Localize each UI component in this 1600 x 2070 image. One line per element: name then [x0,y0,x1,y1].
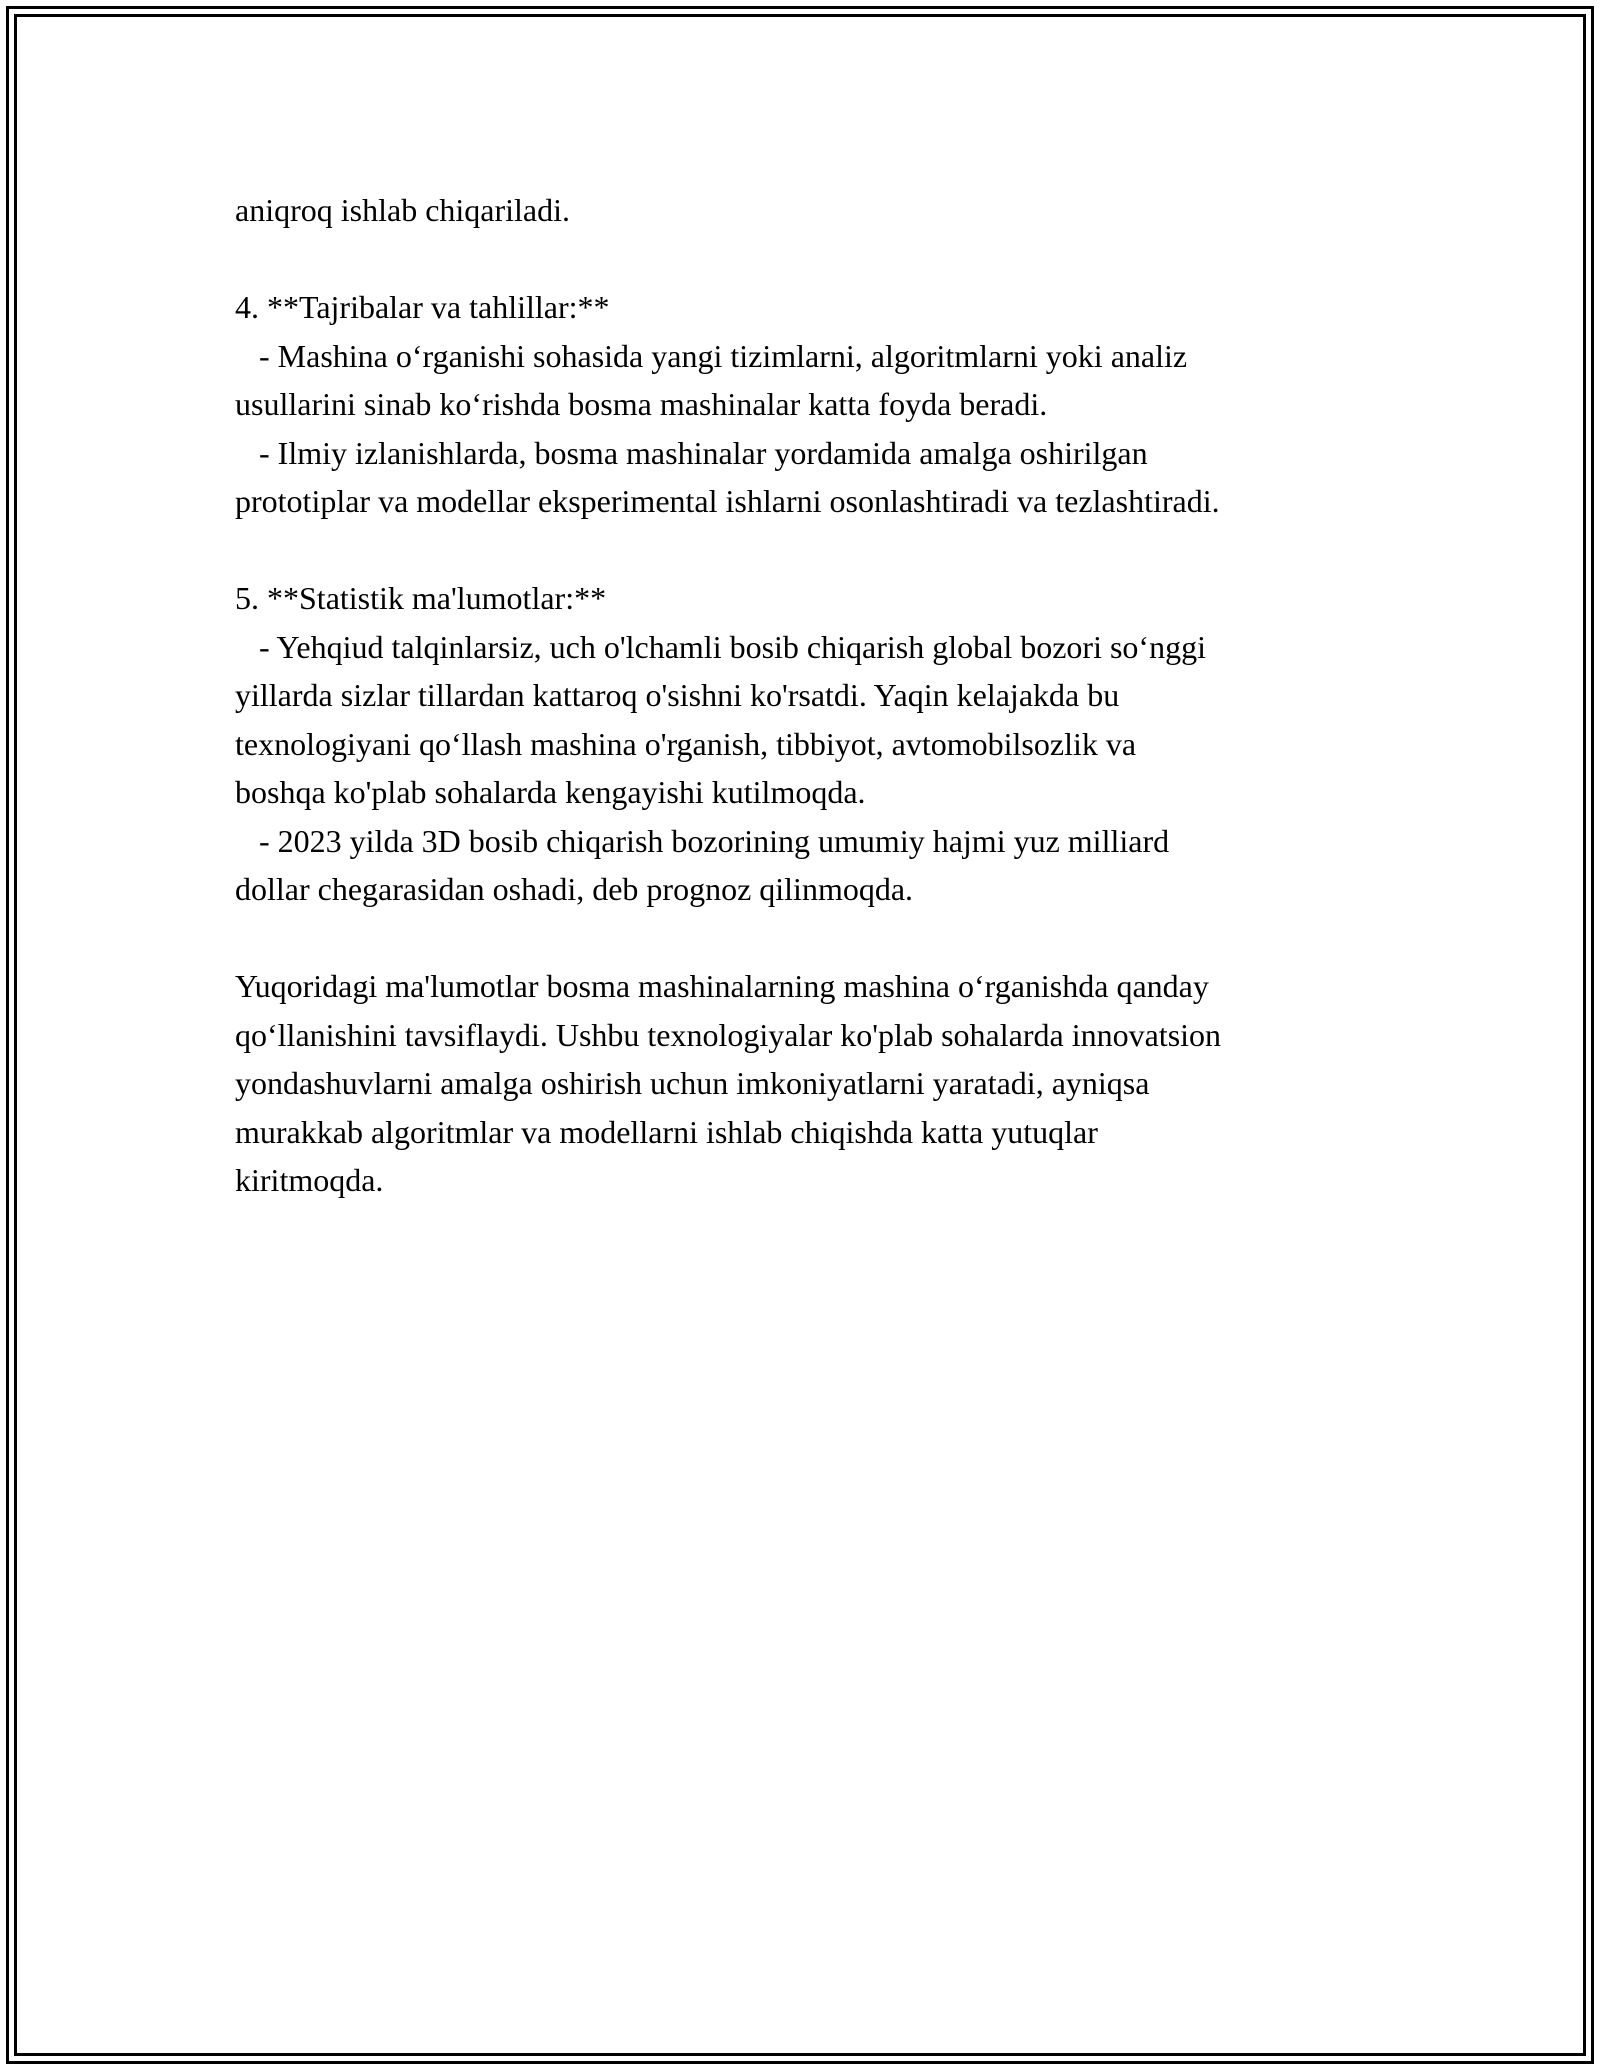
text-line: - Yehqiud talqinlarsiz, uch o'lchamli bosib chiqarish global bozori soʻnggi [235,628,1206,665]
text-line: yillarda sizlar tillardan kattaroq o'sishni ko'rsatdi. Yaqin kelajakda bu [235,677,1120,713]
text-line: aniqroq ishlab chiqariladi. [235,192,571,228]
text-line: qoʻllanishini tavsiflaydi. Ushbu texnologiyalar ko'plab sohalarda innovatsion [235,1016,1222,1053]
text-line: - 2023 yilda 3D bosib chiqarish bozorining umumiy hajmi yuz milliard [235,822,1170,859]
text-line: murakkab algoritmlar va modellarni ishlab chiqishda katta yutuqlar [235,1113,1098,1150]
text-line: usullarini sinab koʻrishda bosma mashinalar katta foyda beradi. [235,386,1048,422]
text-line: yondashuvlarni amalga oshirish uchun imkoniyatlarni yaratadi, ayniqsa [235,1065,1150,1101]
text-line: boshqa ko'plab sohalarda kengayishi kutilmoqda. [235,774,866,810]
document-body [235,186,1415,1205]
text-line: - Ilmiy izlanishlarda, bosma mashinalar yordamida amalga oshirilgan [235,434,1148,471]
blank-line [235,235,1415,284]
text-line: prototiplar va modellar eksperimental ishlarni osonlashtiradi va tezlashtiradi. [235,483,1220,519]
text-line: - Mashina oʻrganishi sohasida yangi tizimlarni, algoritmlarni yoki analiz [235,337,1188,374]
section-heading: 5. **Statistik ma'lumotlar:** [235,580,607,616]
blank-line [235,526,1415,575]
text-line: Yuqoridagi ma'lumotlar bosma mashinalarning mashina oʻrganishda qanday [235,968,1209,1004]
section-heading: 4. **Tajribalar va tahlillar:** [235,289,610,325]
text-line: texnologiyani qoʻllash mashina o'rganish, tibbiyot, avtomobilsozlik va [235,725,1137,762]
text-line: dollar chegarasidan oshadi, deb prognoz qilinmoqda. [235,871,914,907]
blank-line [235,914,1415,963]
text-line: kiritmoqda. [235,1162,384,1198]
